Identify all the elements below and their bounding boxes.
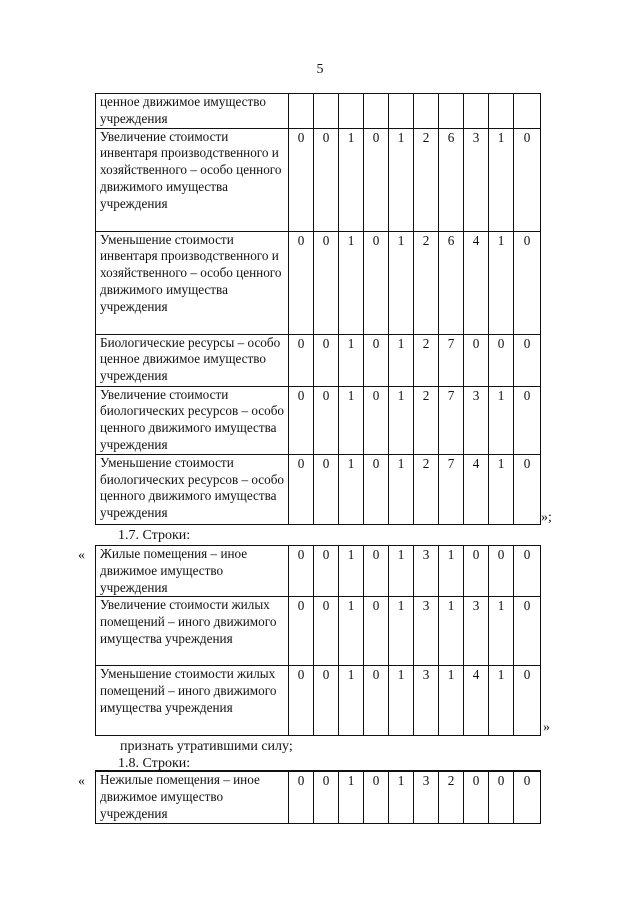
- code-digit-cell: 0: [314, 771, 339, 823]
- code-digit-cell: 1: [389, 231, 414, 334]
- code-digit-cell: 0: [464, 334, 489, 386]
- account-name-cell: Жилые помещения – иное движимое имущество учреждения: [96, 546, 289, 597]
- code-digit-cell: 0: [289, 386, 314, 454]
- code-digit-cell: 3: [464, 128, 489, 231]
- invalidate-text: признать утратившими силу;: [120, 739, 293, 754]
- accounts-table-1: [95, 93, 541, 525]
- code-digit-cell: 0: [514, 666, 541, 736]
- section-1-7-heading: 1.7. Строки:: [118, 528, 191, 543]
- code-digit-cell: 0: [464, 771, 489, 823]
- code-digit-cell: 1: [389, 454, 414, 524]
- code-digit-cell: [514, 94, 541, 129]
- code-digit-cell: [464, 94, 489, 129]
- table-row: [96, 386, 541, 454]
- code-digit-cell: 0: [314, 334, 339, 386]
- code-digit-cell: 1: [339, 546, 364, 597]
- code-digit-cell: 1: [489, 386, 514, 454]
- code-digit-cell: 7: [439, 386, 464, 454]
- code-digit-cell: 0: [289, 128, 314, 231]
- code-digit-cell: 0: [514, 546, 541, 597]
- table-row: [96, 666, 541, 736]
- code-digit-cell: 0: [314, 454, 339, 524]
- code-digit-cell: 0: [364, 231, 389, 334]
- table-row: [96, 597, 541, 666]
- code-digit-cell: 6: [439, 128, 464, 231]
- table-row: [96, 94, 541, 129]
- code-digit-cell: 1: [489, 231, 514, 334]
- account-name-cell: Уменьшение стоимости биологических ресурсов – особо ценного движимого имущества учреждения: [96, 454, 289, 524]
- account-name-cell: ценное движимое имущество учреждения: [96, 94, 289, 129]
- code-digit-cell: 1: [389, 666, 414, 736]
- account-name-cell: Увеличение стоимости жилых помещений – иного движимого имущества учреждения: [96, 597, 289, 666]
- accounts-table-2: [95, 545, 541, 736]
- code-digit-cell: 3: [414, 771, 439, 823]
- code-digit-cell: 1: [439, 597, 464, 666]
- code-digit-cell: 1: [339, 231, 364, 334]
- code-digit-cell: 0: [289, 334, 314, 386]
- code-digit-cell: 1: [489, 128, 514, 231]
- account-name-cell: Нежилые помещения – иное движимое имущество учреждения: [96, 771, 289, 823]
- code-digit-cell: 4: [464, 231, 489, 334]
- code-digit-cell: 1: [489, 666, 514, 736]
- code-digit-cell: 0: [314, 386, 339, 454]
- page-number: 5: [316, 62, 324, 77]
- code-digit-cell: 0: [364, 597, 389, 666]
- code-digit-cell: 0: [514, 454, 541, 524]
- code-digit-cell: 2: [414, 334, 439, 386]
- account-name-cell: Увеличение стоимости инвентаря производственного и хозяйственного – особо ценного движимого имущества учреждения: [96, 128, 289, 231]
- code-digit-cell: 2: [414, 454, 439, 524]
- code-digit-cell: 0: [364, 771, 389, 823]
- code-digit-cell: 0: [364, 128, 389, 231]
- code-digit-cell: 0: [514, 771, 541, 823]
- table-row: [96, 771, 541, 823]
- code-digit-cell: 1: [389, 771, 414, 823]
- code-digit-cell: 0: [364, 334, 389, 386]
- code-digit-cell: 1: [339, 334, 364, 386]
- code-digit-cell: 0: [489, 771, 514, 823]
- code-digit-cell: 0: [289, 666, 314, 736]
- table-row: [96, 231, 541, 334]
- code-digit-cell: 0: [364, 386, 389, 454]
- code-digit-cell: [314, 94, 339, 129]
- code-digit-cell: 3: [414, 666, 439, 736]
- code-digit-cell: 0: [314, 128, 339, 231]
- code-digit-cell: 1: [339, 128, 364, 231]
- code-digit-cell: 1: [339, 771, 364, 823]
- code-digit-cell: 2: [414, 128, 439, 231]
- code-digit-cell: 3: [464, 386, 489, 454]
- code-digit-cell: 0: [289, 454, 314, 524]
- table-row: [96, 546, 541, 597]
- code-digit-cell: 1: [389, 386, 414, 454]
- account-name-cell: Уменьшение стоимости инвентаря производственного и хозяйственного – особо ценного движимого имущества учреждения: [96, 231, 289, 334]
- code-digit-cell: [489, 94, 514, 129]
- closing-quote-1: »;: [541, 510, 552, 525]
- code-digit-cell: 0: [314, 666, 339, 736]
- code-digit-cell: 1: [489, 597, 514, 666]
- code-digit-cell: 1: [389, 597, 414, 666]
- code-digit-cell: 3: [414, 597, 439, 666]
- code-digit-cell: 4: [464, 666, 489, 736]
- code-digit-cell: 1: [339, 454, 364, 524]
- code-digit-cell: 0: [514, 386, 541, 454]
- code-digit-cell: 0: [289, 231, 314, 334]
- code-digit-cell: [414, 94, 439, 129]
- code-digit-cell: 4: [464, 454, 489, 524]
- code-digit-cell: [339, 94, 364, 129]
- code-digit-cell: 0: [514, 597, 541, 666]
- code-digit-cell: 0: [289, 546, 314, 597]
- code-digit-cell: 0: [489, 546, 514, 597]
- code-digit-cell: 7: [439, 334, 464, 386]
- code-digit-cell: 0: [514, 128, 541, 231]
- code-digit-cell: 3: [464, 597, 489, 666]
- code-digit-cell: 0: [289, 771, 314, 823]
- opening-quote-2: «: [78, 548, 85, 563]
- account-name-cell: Биологические ресурсы – особо ценное движимое имущество учреждения: [96, 334, 289, 386]
- code-digit-cell: 6: [439, 231, 464, 334]
- table-row: [96, 334, 541, 386]
- code-digit-cell: [389, 94, 414, 129]
- opening-quote-3: «: [78, 774, 85, 789]
- code-digit-cell: 0: [464, 546, 489, 597]
- table-row: [96, 128, 541, 231]
- accounts-table-3: [95, 770, 541, 824]
- section-1-8-heading: 1.8. Строки:: [118, 756, 191, 771]
- code-digit-cell: 1: [489, 454, 514, 524]
- code-digit-cell: 0: [314, 231, 339, 334]
- code-digit-cell: 1: [339, 597, 364, 666]
- code-digit-cell: 2: [414, 231, 439, 334]
- code-digit-cell: 0: [364, 454, 389, 524]
- table-row: [96, 454, 541, 524]
- code-digit-cell: 0: [364, 666, 389, 736]
- code-digit-cell: 0: [514, 231, 541, 334]
- code-digit-cell: 3: [414, 546, 439, 597]
- closing-quote-2: »: [543, 720, 550, 735]
- code-digit-cell: [439, 94, 464, 129]
- code-digit-cell: 1: [339, 666, 364, 736]
- code-digit-cell: 1: [389, 546, 414, 597]
- code-digit-cell: 0: [289, 597, 314, 666]
- code-digit-cell: 2: [439, 771, 464, 823]
- code-digit-cell: 0: [314, 597, 339, 666]
- code-digit-cell: 0: [514, 334, 541, 386]
- code-digit-cell: 1: [389, 128, 414, 231]
- code-digit-cell: 0: [314, 546, 339, 597]
- code-digit-cell: [364, 94, 389, 129]
- code-digit-cell: 1: [439, 546, 464, 597]
- code-digit-cell: 1: [339, 386, 364, 454]
- code-digit-cell: 1: [439, 666, 464, 736]
- code-digit-cell: 0: [489, 334, 514, 386]
- code-digit-cell: [289, 94, 314, 129]
- account-name-cell: Увеличение стоимости биологических ресурсов – особо ценного движимого имущества учреждения: [96, 386, 289, 454]
- account-name-cell: Уменьшение стоимости жилых помещений – иного движимого имущества учреждения: [96, 666, 289, 736]
- code-digit-cell: 2: [414, 386, 439, 454]
- code-digit-cell: 7: [439, 454, 464, 524]
- code-digit-cell: 1: [389, 334, 414, 386]
- code-digit-cell: 0: [364, 546, 389, 597]
